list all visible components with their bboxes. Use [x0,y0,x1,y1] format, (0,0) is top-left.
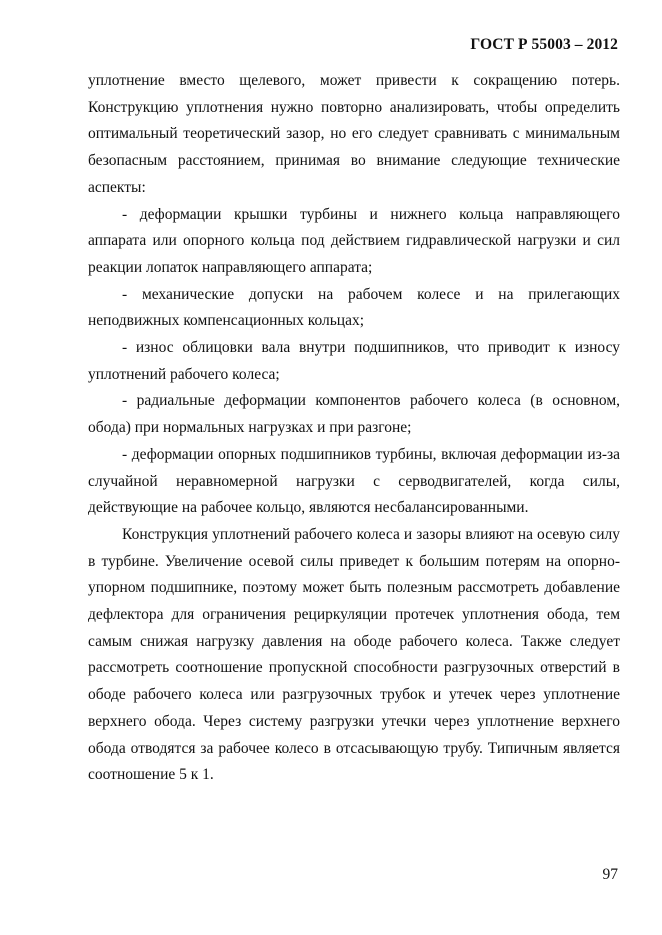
paragraph-bullet-cover-deformation: - деформации крышки турбины и нижнего кольца направляющего аппарата или опорного кольца под действием гидравлической нагрузки и сил реакции лопаток направляющего аппарата; [88,205,620,276]
page-number: 97 [602,866,618,883]
paragraph-bullet-radial-deformation: - радиальные деформации компонентов рабочего колеса (в основном, обода) при нормальных нагрузках и при разгоне; [88,392,620,437]
paragraph-intro: уплотнение вместо щелевого, может привести к сокращению потерь. Конструкцию уплотнения нужно повторно анализировать, чтобы определить оптимальный теоретический зазор, но его следует сравнивать с минимальным безопасным расстоянием, принимая во внимание следующие технические аспекты: [88,72,620,196]
standard-header: ГОСТ Р 55003 – 2012 [470,36,618,53]
body-text [88,68,620,789]
paragraph-bullet-bearing-deformation: - деформации опорных подшипников турбины, включая деформации из-за случайной неравномерной нагрузки с серводвигателей, когда силы, действующие на рабочее кольцо, являются несбалансированными. [88,445,620,517]
paragraph-bullet-shaft-wear: - износ облицовки вала внутри подшипников, что приводит к износу уплотнений рабочего колеса; [88,339,620,383]
paragraph-bullet-mechanical-tolerances: - механические допуски на рабочем колесе и на прилегающих неподвижных компенсационных кольцах; [88,285,620,330]
paragraph-seal-design: Конструкция уплотнений рабочего колеса и зазоры влияют на осевую силу в турбине. Увеличение осевой силы приведет к большим потерям на опорно-упорном подшипнике, поэтому может быть полезным рассмотреть добавление дефлектора для ограничения рециркуляции протечек уплотнения обода, тем самым снижая нагрузку давления на ободе рабочего колеса. Также следует рассмотреть соотношение пропускной способности разгрузочных отверстий в ободе рабочего колеса или разгрузочных трубок и утечек через уплотнение верхнего обода. Через систему разгрузки утечки через уплотнение верхнего обода отводятся за рабочее колесо в отсасывающую трубу. Типичным является соотношение 5 к 1. [88,525,620,784]
